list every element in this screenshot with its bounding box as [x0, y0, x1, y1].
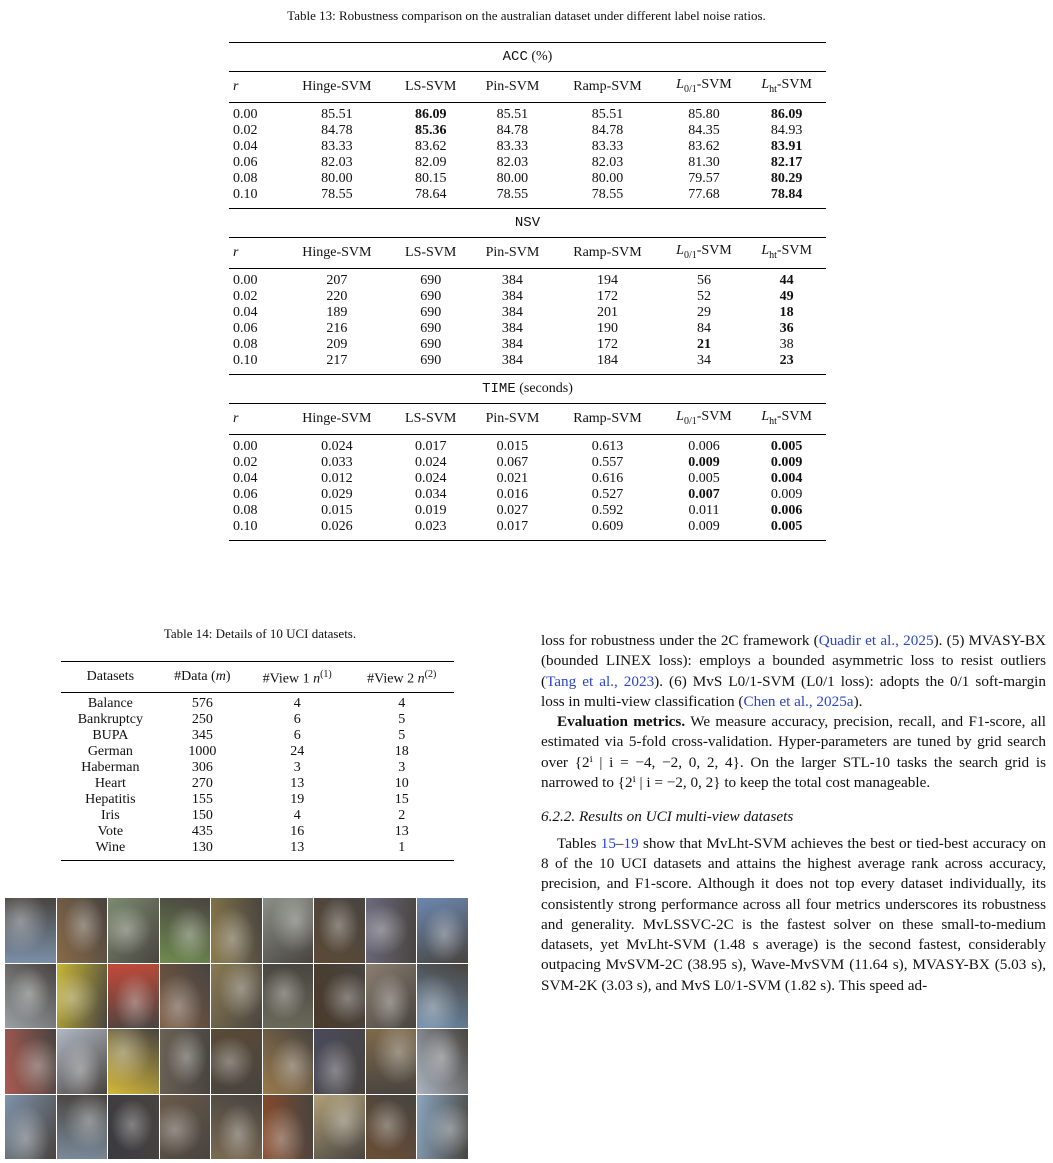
- table-cell: 83.33: [321, 139, 353, 154]
- image-tile: [211, 898, 262, 963]
- table-cell: 220: [326, 289, 348, 304]
- table-cell: 80.00: [591, 171, 624, 186]
- table-cell: 0.06: [233, 155, 258, 170]
- table-cell: 78.55: [283, 187, 391, 209]
- table-cell: 83.33: [496, 139, 529, 154]
- table-cell: 80.15: [414, 171, 447, 186]
- table-cell: 18: [779, 305, 794, 320]
- table-cell: 207: [326, 273, 348, 288]
- image-tile: [263, 964, 314, 1029]
- table-cell: 3: [398, 760, 406, 775]
- table-row: [229, 503, 826, 519]
- table13-header-row: [229, 72, 826, 103]
- table-row: [229, 471, 826, 487]
- table-row: [229, 321, 826, 337]
- table-cell: 5: [398, 712, 406, 727]
- table-cell: 80.00: [321, 171, 353, 186]
- table-cell: 0.08: [233, 337, 258, 352]
- paragraph-results: Tables 15–19 show that MvLht-SVM achieves the best or tied-best accuracy on 8 of the 10 UCI datasets and attains the highest average rank across accuracy, precision, and F1-score. Although it does not top every dataset individually, its consistently strong performance across all four metrics underscores its robustness and generality. MvLSSVC-2C is the fastest solver on these small-to-medium datasets, yet MvLht-SVM (1.48 s average) is the second fastest, considerably outpacing MvSVM-2C (38.95 s), Wave-MvSVM (11.64 s), MVASY-BX (5.03 s), SVM-2K (3.03 s), and MvS L0/1-SVM (1.82 s). This speed ad-: [541, 834, 1047, 994]
- image-tile: [57, 1095, 108, 1160]
- table-row: [229, 305, 826, 321]
- column-header: $L_{ht}$-SVM: [747, 238, 826, 269]
- table-cell: 0.024: [414, 471, 447, 486]
- table-cell: 85.36: [414, 123, 447, 138]
- table-cell: 690: [420, 273, 442, 288]
- image-tile: [211, 964, 262, 1029]
- table-cell: 384: [501, 305, 523, 320]
- image-tile: [417, 1029, 468, 1094]
- table-row: [229, 187, 826, 209]
- table-cell: 0.007: [688, 487, 720, 502]
- table-cell: 78.55: [471, 187, 555, 209]
- table-row: [229, 455, 826, 471]
- table-cell: 190: [596, 321, 618, 336]
- table-cell: 0.04: [233, 471, 258, 486]
- image-tile: [366, 1095, 417, 1160]
- table-row: [229, 289, 826, 305]
- table-row: [229, 171, 826, 187]
- column-header: Hinge-SVM: [283, 238, 391, 269]
- table-cell: 172: [596, 337, 618, 352]
- table-cell: 84.78: [496, 123, 529, 138]
- table13-section-title: [229, 209, 826, 238]
- table-row: [61, 744, 454, 760]
- image-tile: [366, 898, 417, 963]
- table-cell: 0.005: [688, 471, 720, 486]
- column-header: Hinge-SVM: [283, 404, 391, 435]
- table-ref-link[interactable]: 19: [623, 834, 639, 852]
- column-header: Pin-SVM: [471, 238, 555, 269]
- column-header: LS-SVM: [391, 404, 471, 435]
- table-cell: 384: [501, 321, 523, 336]
- image-tile: [263, 1095, 314, 1160]
- table-cell: 172: [596, 289, 618, 304]
- table-row: [229, 103, 826, 124]
- table-cell: 0.005: [747, 519, 826, 541]
- section-metric: ACC: [502, 49, 528, 65]
- paragraph-heading: Evaluation metrics.: [557, 713, 686, 731]
- table-cell: 83.33: [591, 139, 624, 154]
- table-cell: 84.78: [591, 123, 624, 138]
- table-cell: 0.009: [770, 455, 803, 470]
- table-cell: 0.017: [471, 519, 555, 541]
- image-tile: [417, 898, 468, 963]
- citation-link[interactable]: Tang et al., 2023: [546, 672, 655, 690]
- table-cell: 194: [596, 273, 618, 288]
- table-cell: 78.84: [747, 187, 826, 209]
- table-cell: 270: [191, 776, 213, 791]
- table-cell: 250: [191, 712, 213, 727]
- column-header: LS-SVM: [391, 72, 471, 103]
- table-cell: 86.09: [414, 107, 447, 122]
- table-cell: 0.609: [554, 519, 661, 541]
- table-row: [61, 760, 454, 776]
- table-cell: Heart: [94, 776, 126, 791]
- column-header: #Data (m): [160, 662, 245, 693]
- table-cell: 80.29: [770, 171, 803, 186]
- image-tile: [160, 898, 211, 963]
- table-row: [229, 353, 826, 375]
- column-header: LS-SVM: [391, 238, 471, 269]
- table-cell: 690: [420, 305, 442, 320]
- table-cell: 576: [191, 696, 213, 711]
- table-cell: 84.35: [688, 123, 720, 138]
- table-cell: 0.011: [688, 503, 720, 518]
- table-row: [61, 840, 454, 861]
- image-tile: [417, 1095, 468, 1160]
- table-row: [229, 139, 826, 155]
- table-cell: 0.015: [496, 439, 529, 454]
- table-cell: 10: [394, 776, 409, 791]
- table-cell: 83.62: [688, 139, 720, 154]
- table-cell: 23: [747, 353, 826, 375]
- table-cell: 345: [191, 728, 213, 743]
- image-tile: [417, 964, 468, 1029]
- table-cell: 0.024: [321, 439, 353, 454]
- image-tile: [57, 964, 108, 1029]
- table14-caption: Table 14: Details of 10 UCI datasets.: [163, 626, 357, 641]
- image-tile: [5, 964, 56, 1029]
- table-cell: Vote: [97, 824, 124, 839]
- column-header: Ramp-SVM: [554, 404, 661, 435]
- table-cell: 384: [471, 353, 555, 375]
- table-cell: 0.017: [414, 439, 447, 454]
- table-cell: 21: [696, 337, 711, 352]
- image-tile: [314, 1095, 365, 1160]
- table-cell: 86.09: [770, 107, 803, 122]
- table-cell: 0.004: [770, 471, 803, 486]
- table-row: [229, 337, 826, 353]
- table-cell: 0.009: [688, 455, 720, 470]
- paragraph-evaluation-metrics: Evaluation metrics. We measure accuracy, precision, recall, and F1-score, all estimated via 5-fold cross-validation. Hyper-parameters are tuned by grid search over {2ⁱ | i = −4, −2, 0, 2, 4}. On the larger STL-10 tasks the search grid is narrowed to {2ⁱ | i = −2, 0, 2} to keep the total cost manageable.: [541, 713, 1046, 792]
- table-cell: 0.02: [233, 455, 258, 470]
- table-cell: 0.00: [233, 273, 258, 288]
- image-tile: [57, 898, 108, 963]
- table-cell: 0.021: [496, 471, 529, 486]
- table-cell: 217: [283, 353, 391, 375]
- section-metric: NSV: [514, 215, 541, 231]
- table13-caption: Table 13: Robustness comparison on the australian dataset under different label noise ratios.: [287, 8, 766, 23]
- table-cell: 52: [696, 289, 711, 304]
- section-unit: (%): [527, 49, 553, 64]
- table-cell: 0.616: [591, 471, 624, 486]
- table-cell: 690: [420, 321, 442, 336]
- table-cell: 384: [501, 273, 523, 288]
- table-cell: Balance: [87, 696, 133, 711]
- table-row: [229, 487, 826, 503]
- table-cell: 34: [661, 353, 748, 375]
- column-header: #View 1 $n^{(1)}$: [245, 662, 350, 693]
- table-cell: 24: [290, 744, 305, 759]
- table-cell: Bankruptcy: [77, 712, 144, 727]
- table-row: [229, 519, 826, 541]
- table-cell: 0.006: [770, 503, 803, 518]
- table14: [61, 661, 454, 861]
- table-cell: 6: [293, 728, 301, 743]
- column-header: Pin-SVM: [471, 404, 555, 435]
- body-text: [541, 631, 1046, 996]
- image-tile: [160, 1095, 211, 1160]
- table-cell: 82.09: [414, 155, 447, 170]
- table-cell: 216: [326, 321, 348, 336]
- table-cell: 36: [779, 321, 794, 336]
- table13-section-title: [229, 43, 826, 72]
- column-header: Datasets: [61, 662, 160, 693]
- table-row: [61, 824, 454, 840]
- table-cell: 0.023: [391, 519, 471, 541]
- column-header: Hinge-SVM: [283, 72, 391, 103]
- table-cell: 13: [394, 824, 409, 839]
- image-tile: [5, 898, 56, 963]
- table-cell: 78.55: [554, 187, 661, 209]
- table14-header-row: [61, 662, 454, 693]
- table-cell: 209: [326, 337, 348, 352]
- table-cell: 384: [501, 337, 523, 352]
- column-header: $L_{ht}$-SVM: [747, 404, 826, 435]
- table-cell: 13: [245, 840, 350, 861]
- table-cell: 6: [293, 712, 301, 727]
- table-cell: 0.592: [591, 503, 624, 518]
- table-row: [61, 792, 454, 808]
- column-header: Ramp-SVM: [554, 72, 661, 103]
- table-cell: 0.006: [688, 439, 720, 454]
- table-cell: German: [87, 744, 133, 759]
- table-cell: 13: [290, 776, 305, 791]
- table-cell: 84.93: [770, 123, 803, 138]
- table13-header-row: [229, 404, 826, 435]
- table-cell: 0.04: [233, 305, 258, 320]
- table-cell: 1000: [188, 744, 217, 759]
- table-row: [61, 776, 454, 792]
- image-tile: [160, 1029, 211, 1094]
- table-cell: 82.03: [496, 155, 529, 170]
- table-cell: 1: [349, 840, 454, 861]
- table-cell: 49: [779, 289, 794, 304]
- table-cell: 44: [779, 273, 794, 288]
- section-heading: 6.2.2. Results on UCI multi-view datasets: [541, 808, 794, 826]
- table-cell: 85.80: [688, 107, 720, 122]
- column-header: $L_{0/1}$-SVM: [661, 404, 748, 435]
- table-cell: 3: [293, 760, 301, 775]
- column-header: $L_{0/1}$-SVM: [661, 72, 748, 103]
- table-cell: 5: [398, 728, 406, 743]
- table-cell: 16: [290, 824, 305, 839]
- table-cell: 201: [596, 305, 618, 320]
- image-tile: [108, 964, 159, 1029]
- table-cell: Haberman: [81, 760, 140, 775]
- table-cell: 435: [191, 824, 213, 839]
- column-header: $L_{ht}$-SVM: [747, 72, 826, 103]
- table-row: [229, 269, 826, 290]
- table-cell: 150: [191, 808, 213, 823]
- table-cell: 155: [191, 792, 213, 807]
- column-header: $L_{0/1}$-SVM: [661, 238, 748, 269]
- table-cell: 690: [391, 353, 471, 375]
- table-cell: 0.009: [770, 487, 803, 502]
- table-cell: 56: [696, 273, 711, 288]
- image-tile: [366, 1029, 417, 1094]
- citation-link[interactable]: Chen et al., 2025a: [743, 692, 854, 710]
- table-cell: 0.557: [591, 455, 624, 470]
- table-row: [61, 728, 454, 744]
- column-header: Ramp-SVM: [554, 238, 661, 269]
- image-tile: [108, 1029, 159, 1094]
- section-metric: TIME: [482, 381, 516, 397]
- table-cell: 85.51: [591, 107, 624, 122]
- table-cell: 0.527: [591, 487, 624, 502]
- table-row: [229, 123, 826, 139]
- table-cell: 83.91: [770, 139, 803, 154]
- table-cell: 0.02: [233, 289, 258, 304]
- table-ref-link[interactable]: 15: [600, 834, 616, 852]
- table-cell: 0.034: [414, 487, 447, 502]
- image-tile: [211, 1095, 262, 1160]
- image-tile: [57, 1029, 108, 1094]
- image-tile: [263, 1029, 314, 1094]
- table-cell: 78.64: [391, 187, 471, 209]
- section-unit: (seconds): [515, 381, 573, 396]
- table-cell: 0.10: [229, 353, 283, 375]
- table-cell: 0.08: [233, 503, 258, 518]
- table-cell: 84.78: [321, 123, 353, 138]
- table13-section-title: [229, 375, 826, 404]
- table-cell: 0.613: [591, 439, 624, 454]
- table-cell: 80.00: [496, 171, 529, 186]
- table-cell: 0.009: [661, 519, 748, 541]
- table-cell: Iris: [101, 808, 120, 823]
- table-cell: 0.04: [233, 139, 258, 154]
- table-cell: 29: [696, 305, 711, 320]
- table-cell: 0.026: [283, 519, 391, 541]
- column-header: Pin-SVM: [471, 72, 555, 103]
- table-cell: 0.033: [321, 455, 353, 470]
- table-cell: 4: [293, 696, 301, 711]
- table-cell: 184: [554, 353, 661, 375]
- image-tile: [263, 898, 314, 963]
- table-cell: 0.067: [496, 455, 529, 470]
- table-row: [229, 155, 826, 171]
- table-cell: 0.019: [414, 503, 447, 518]
- image-tile: [211, 1029, 262, 1094]
- image-tile: [366, 964, 417, 1029]
- paragraph-baselines: loss for robustness under the 2C framework (Quadir et al., 2025). (5) MVASY-BX (bounded LINEX loss): employs a bounded asymmetric loss to resist outliers (Tang et al., 2023). (6) MvS L0/1-SVM (L0/1 loss): adopts the 0/1 soft-margin loss in multi-view classification (Chen et al., 2025a).: [541, 632, 1046, 710]
- table-cell: 81.30: [688, 155, 720, 170]
- table-cell: 4: [398, 696, 406, 711]
- table-cell: Hepatitis: [85, 792, 136, 807]
- table-cell: 0.10: [229, 187, 283, 209]
- table13: [229, 42, 826, 541]
- table-cell: 0.029: [321, 487, 353, 502]
- table-cell: 0.10: [229, 519, 283, 541]
- table-cell: 83.62: [414, 139, 447, 154]
- image-tile: [5, 1029, 56, 1094]
- table-cell: 690: [420, 337, 442, 352]
- column-header: r: [229, 72, 283, 103]
- table-cell: 189: [326, 305, 348, 320]
- table-row: [61, 693, 454, 713]
- table-cell: 0.06: [233, 487, 258, 502]
- table-cell: 0.024: [414, 455, 447, 470]
- image-tile: [5, 1095, 56, 1160]
- table-cell: 0.015: [321, 503, 353, 518]
- table-row: [229, 435, 826, 456]
- table-cell: 85.51: [321, 107, 353, 122]
- image-tile: [314, 964, 365, 1029]
- image-tile: [108, 898, 159, 963]
- table-row: [61, 808, 454, 824]
- table-cell: 15: [394, 792, 409, 807]
- table13-header-row: [229, 238, 826, 269]
- column-header: r: [229, 238, 283, 269]
- table-cell: 84: [696, 321, 711, 336]
- table-cell: 130: [160, 840, 245, 861]
- table-cell: 4: [293, 808, 301, 823]
- table-cell: 0.016: [496, 487, 529, 502]
- table-cell: 85.51: [496, 107, 529, 122]
- table-cell: 82.03: [321, 155, 353, 170]
- table-cell: 0.005: [770, 439, 803, 454]
- table-cell: 2: [398, 808, 406, 823]
- table-cell: 0.08: [233, 171, 258, 186]
- image-tile: [108, 1095, 159, 1160]
- table-cell: 77.68: [661, 187, 748, 209]
- table-cell: 0.00: [233, 439, 258, 454]
- image-tile: [314, 898, 365, 963]
- table-cell: 690: [420, 289, 442, 304]
- table-cell: 19: [290, 792, 305, 807]
- table-cell: 0.06: [233, 321, 258, 336]
- table-row: [61, 712, 454, 728]
- table-cell: 0.012: [321, 471, 353, 486]
- table-cell: 82.03: [591, 155, 624, 170]
- table-cell: 79.57: [688, 171, 720, 186]
- table-cell: 306: [191, 760, 213, 775]
- image-tile: [314, 1029, 365, 1094]
- column-header: r: [229, 404, 283, 435]
- table-cell: 82.17: [770, 155, 803, 170]
- stl10-image-grid: [5, 898, 469, 1162]
- table-cell: 384: [501, 289, 523, 304]
- table-cell: 0.02: [233, 123, 258, 138]
- table-cell: 0.027: [496, 503, 529, 518]
- table-cell: 18: [394, 744, 409, 759]
- citation-link[interactable]: Quadir et al., 2025: [818, 632, 934, 649]
- column-header: #View 2 $n^{(2)}$: [349, 662, 454, 693]
- table-cell: 0.00: [233, 107, 258, 122]
- table-cell: Wine: [61, 840, 160, 861]
- table-cell: BUPA: [92, 728, 129, 743]
- table-cell: 38: [779, 337, 794, 352]
- image-tile: [160, 964, 211, 1029]
